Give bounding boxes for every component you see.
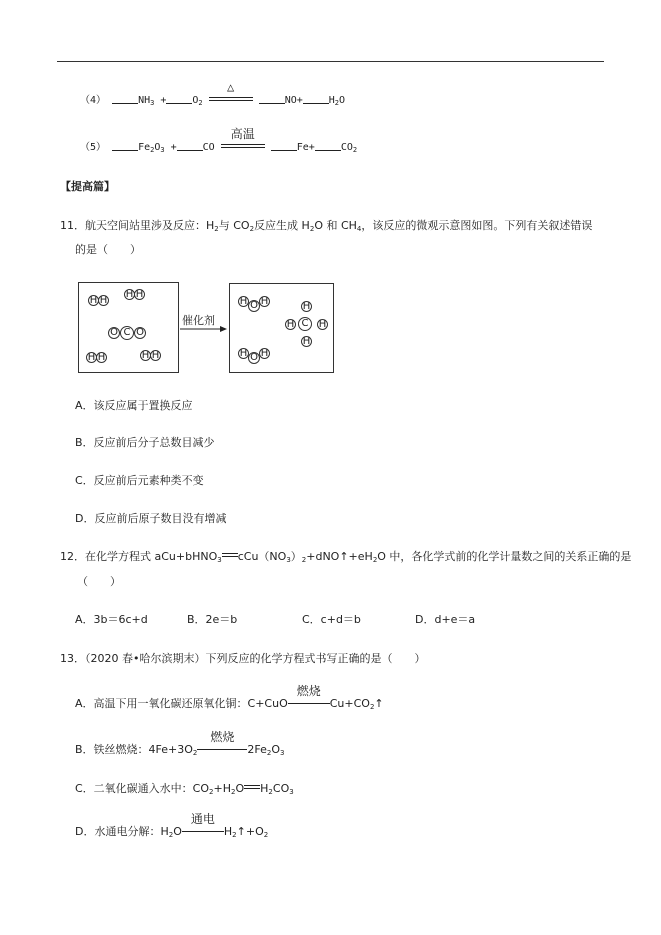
answer-blank[interactable] — [271, 140, 297, 151]
option-c[interactable]: C．反应前后元素种类不变 — [75, 474, 204, 487]
answer-blank[interactable] — [303, 93, 329, 104]
header-rule — [57, 61, 604, 62]
question-4: （4） $NH_3 + O_2$ △ $NO+ H_2O$ — [80, 80, 346, 107]
carbon-atom: C — [120, 326, 134, 340]
carbon-atom: C — [298, 317, 312, 331]
option-c[interactable]: C．c+d＝b — [302, 613, 361, 626]
question-number: （5） — [80, 142, 107, 153]
section-heading: 【提高篇】 — [60, 180, 115, 193]
option-d[interactable]: D．水通电分解：$H_2O$ 通电 $H_2↑+O_2$ — [75, 812, 269, 839]
question-number: （4） — [80, 95, 107, 106]
answer-blank[interactable] — [259, 93, 285, 104]
hydrogen-atom: H — [286, 319, 295, 330]
oxygen-atom: O — [248, 300, 260, 312]
products-box — [229, 283, 334, 373]
reaction-condition: 燃烧 — [288, 694, 330, 708]
question-12-stem-2: （ ） — [77, 575, 121, 588]
option-c[interactable]: C．二氧化碳通入水中：$CO_2+H_2O$ $H_2CO_3$ — [75, 782, 294, 796]
option-a[interactable]: A．高温下用一氧化碳还原氧化铜：C+CuO 燃烧 $Cu+CO_2↑$ — [75, 684, 384, 711]
reaction-condition: 燃烧 — [197, 740, 247, 754]
answer-blank[interactable] — [112, 93, 138, 104]
question-11-stem: 11．航天空间站里涉及反应：$H_2$与 $CO_2$反应生成 $H_2O$ 和 $CH_4$，该反应的微观示意图如图。下列有关叙述错误 — [60, 219, 593, 233]
reaction-condition: △ — [209, 90, 253, 104]
hydrogen-atom: H — [260, 348, 269, 359]
hydrogen-atom: H — [302, 336, 311, 347]
option-a[interactable]: A．该反应属于置换反应 — [75, 399, 193, 412]
question-12-stem: 12．在化学方程式 aCu+bHNO$_3$ $cCu(NO_3)_2+dNO↑+eH_2O$ 中，各化学式前的化学计量数之间的关系正确的是 — [60, 550, 632, 564]
equals-sign — [244, 782, 260, 792]
hydrogen-atom: H — [141, 350, 150, 361]
hydrogen-atom: H — [125, 289, 134, 300]
answer-blank[interactable] — [177, 140, 203, 151]
catalyst-label: 催化剂 — [182, 314, 215, 327]
hydrogen-atom: H — [99, 295, 108, 306]
hydrogen-atom: H — [89, 295, 98, 306]
oxygen-atom: O — [134, 327, 146, 339]
question-11-stem-2: 的是（ ） — [75, 243, 141, 256]
reaction-arrow — [180, 325, 228, 333]
option-b[interactable]: B．2e＝b — [187, 613, 238, 626]
reaction-condition: 通电 — [182, 822, 224, 836]
hydrogen-atom: H — [302, 301, 311, 312]
option-d[interactable]: D．反应前后原子数目没有增减 — [75, 512, 227, 525]
hydrogen-atom: H — [151, 350, 160, 361]
option-b[interactable]: B．铁丝燃烧：$4Fe+3O_2$ 燃烧 $2Fe_2O_3$ — [75, 730, 285, 757]
hydrogen-atom: H — [87, 352, 96, 363]
oxygen-atom: O — [248, 352, 260, 364]
oxygen-atom: O — [108, 327, 120, 339]
hydrogen-atom: H — [97, 352, 106, 363]
hydrogen-atom: H — [260, 296, 269, 307]
reaction-condition: 高温 — [221, 137, 265, 151]
option-b[interactable]: B．反应前后分子总数目减少 — [75, 436, 215, 449]
answer-blank[interactable] — [112, 140, 138, 151]
reactants-box — [78, 282, 179, 373]
hydrogen-atom: H — [318, 319, 327, 330]
option-d[interactable]: D．d+e＝a — [415, 613, 476, 626]
question-5: （5） $Fe_2O_3$ + CO 高温 $Fe+ CO_2$ — [80, 127, 358, 154]
question-13-stem: 13．（2020 春•哈尔滨期末）下列反应的化学方程式书写正确的是（ ） — [60, 652, 426, 665]
option-a[interactable]: A．3b＝6c+d — [75, 613, 148, 626]
equals-sign — [222, 550, 238, 560]
answer-blank[interactable] — [166, 93, 192, 104]
hydrogen-atom: H — [239, 296, 248, 307]
hydrogen-atom: H — [135, 289, 144, 300]
hydrogen-atom: H — [239, 348, 248, 359]
answer-blank[interactable] — [315, 140, 341, 151]
